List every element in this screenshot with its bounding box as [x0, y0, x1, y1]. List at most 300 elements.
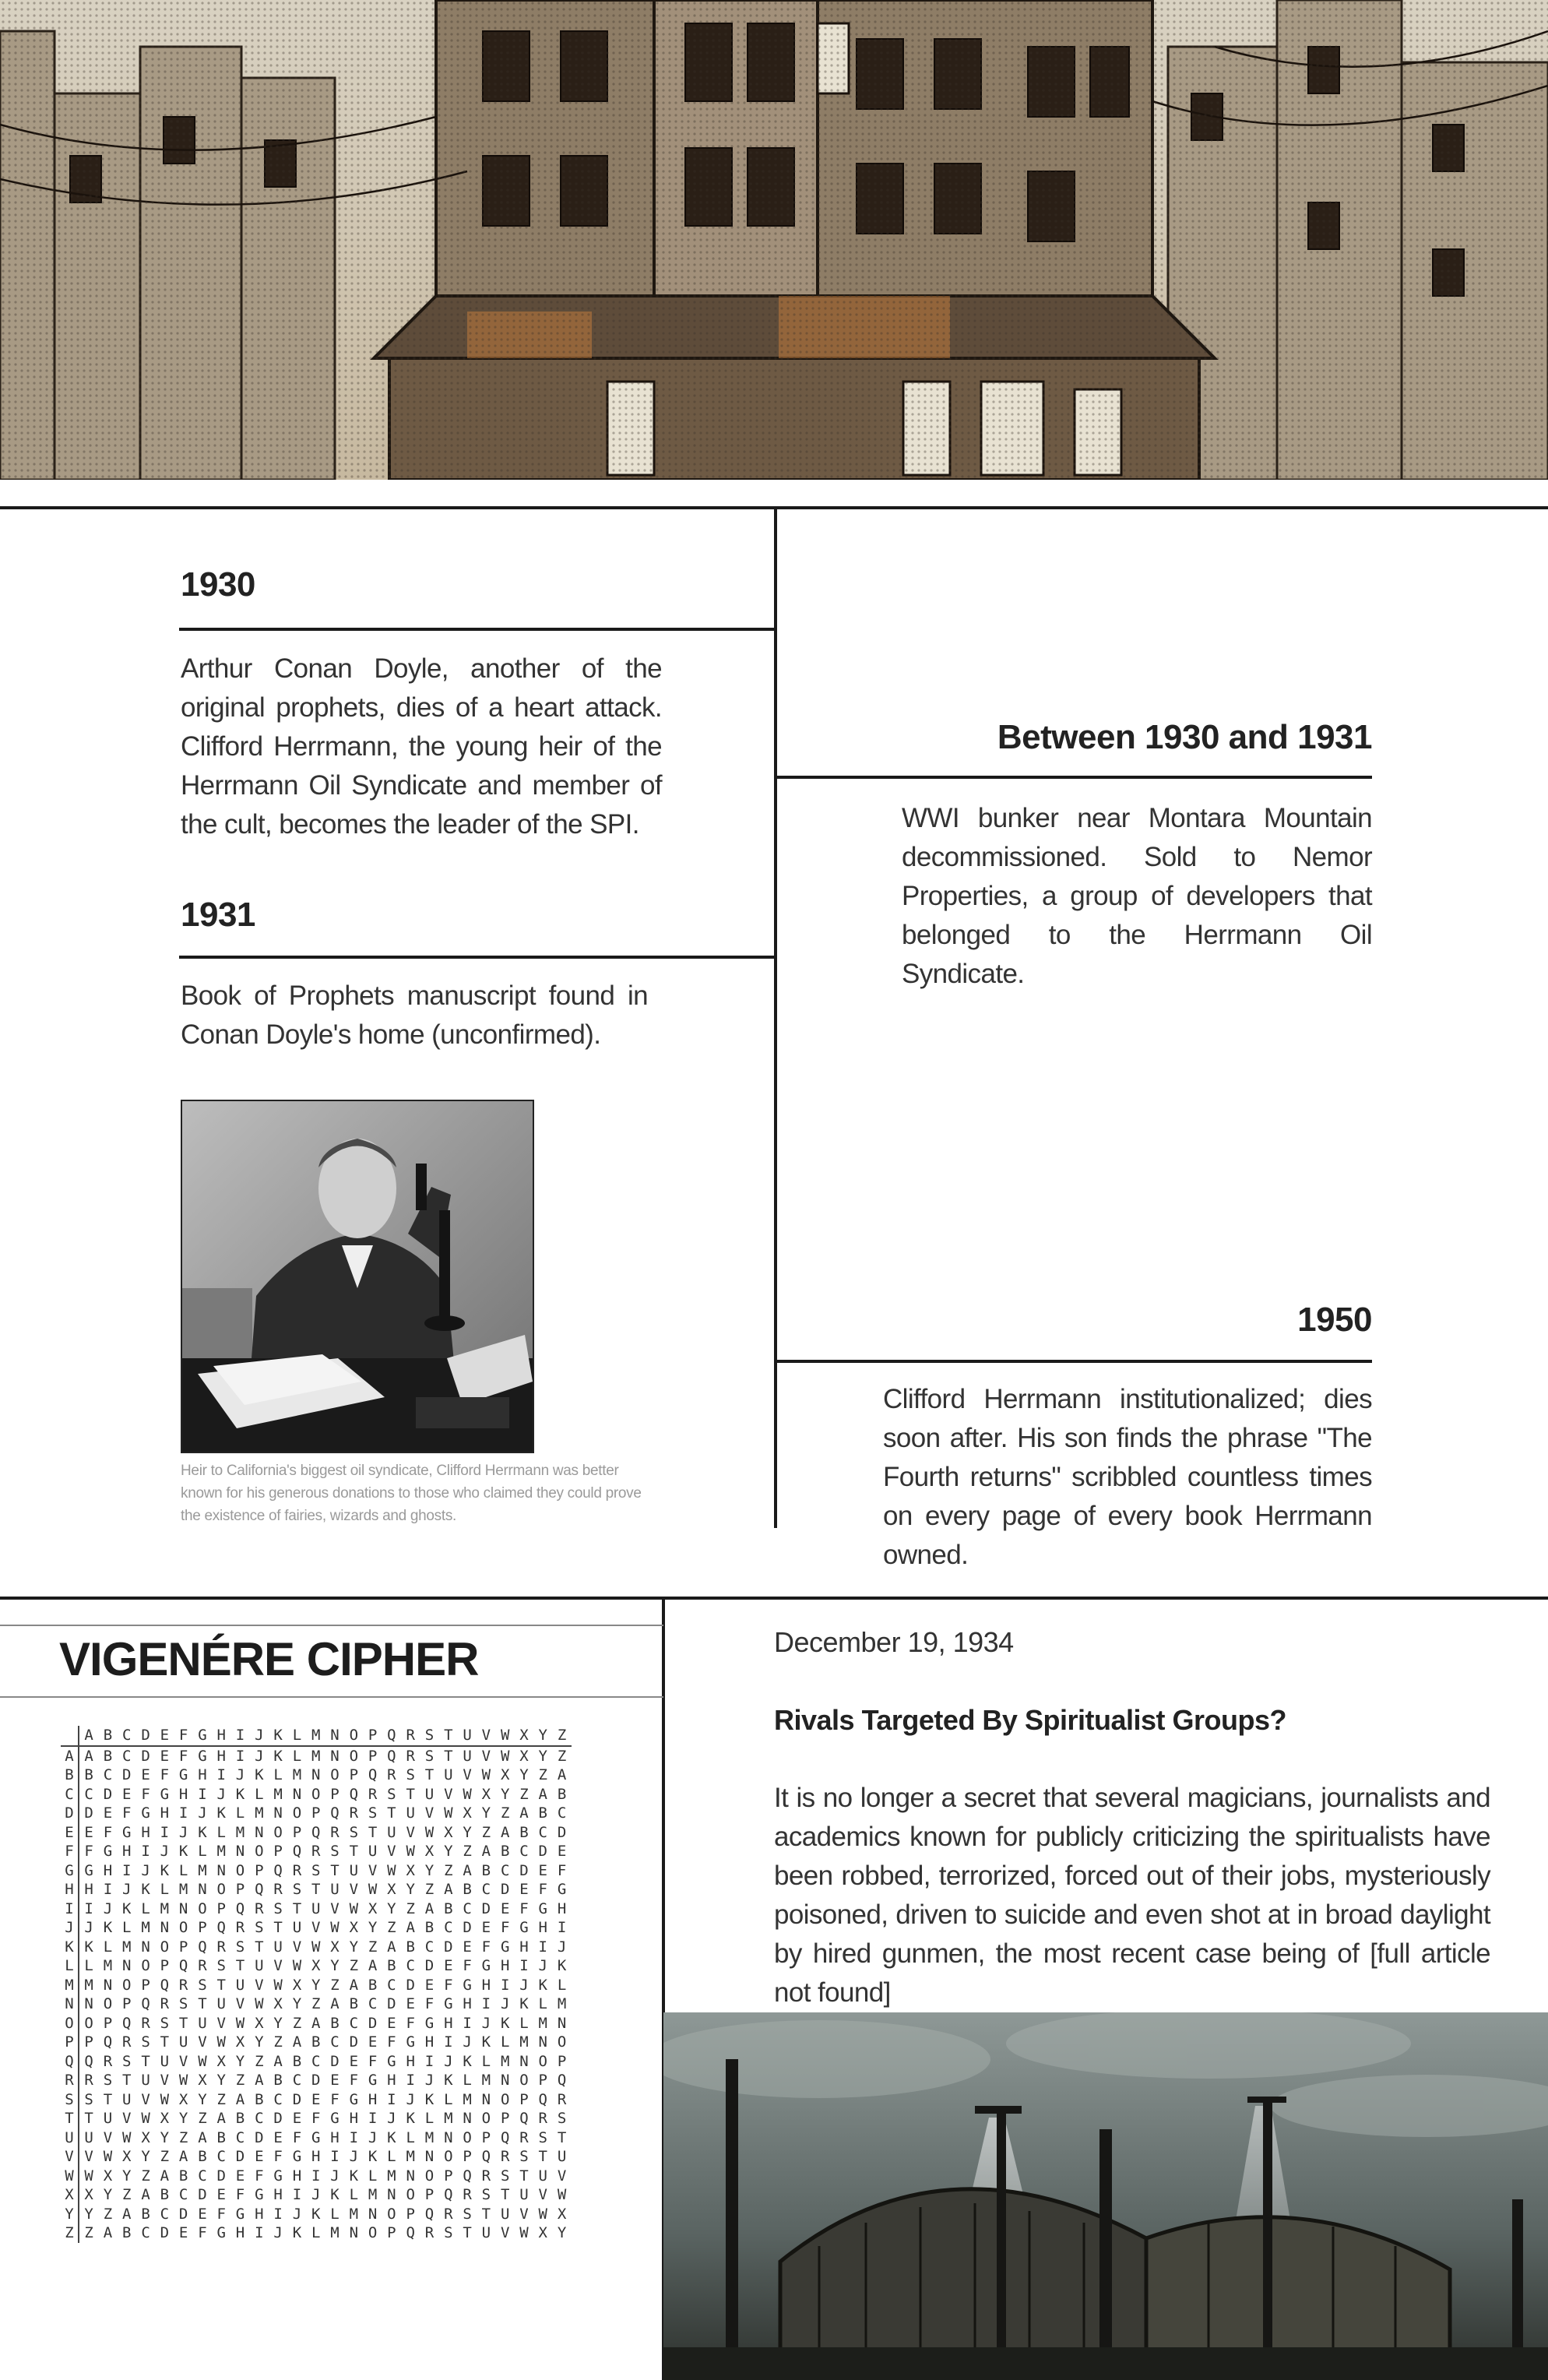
cipher-cell: T — [311, 1881, 321, 1898]
cipher-cell: G — [198, 1747, 207, 1765]
cipher-cell: X — [557, 2205, 567, 2223]
cipher-cell: V — [292, 1938, 302, 1956]
entry-1930-1931-text: WWI bunker near Montara Mountain decommissioned. Sold to Nemor Properties, a group of developers that belonged to the Herrmann Oil Syndicate. — [902, 803, 1372, 989]
cipher-cell: O — [311, 1785, 321, 1803]
cipher-cell: H — [160, 1804, 170, 1822]
cipher-cell: O — [160, 1938, 170, 1956]
cipher-cell: F — [273, 2148, 283, 2165]
cipher-cell: H — [481, 1976, 491, 1994]
cipher-cell: W — [235, 2014, 245, 2032]
cipher-cell: K — [330, 2186, 340, 2203]
cipher-cell: W — [406, 1843, 415, 1860]
cipher-cell: G — [160, 1785, 170, 1803]
cipher-cell: I — [406, 2072, 415, 2089]
cipher-cell: S — [198, 1976, 207, 1994]
cipher-cell: X — [273, 1995, 283, 2012]
cipher-cell: R — [387, 1766, 396, 1783]
cipher-cell: W — [519, 2224, 529, 2241]
article-date: December 19, 1934 — [774, 1626, 1014, 1658]
cipher-cell: I — [311, 2167, 321, 2185]
cipher-cell: R — [311, 1843, 321, 1860]
cipher-column-header: Q — [382, 1726, 401, 1746]
cipher-cell: G — [444, 1995, 453, 2012]
cipher-cell: Z — [406, 1899, 415, 1917]
cipher-cell: X — [406, 1861, 415, 1879]
cipher-cell: D — [198, 2186, 207, 2203]
cipher-cell: X — [103, 2167, 113, 2185]
cipher-column-header: S — [420, 1726, 438, 1746]
cipher-cell: W — [292, 1957, 302, 1974]
cipher-row-header: Y — [61, 2205, 79, 2224]
cipher-row-header: X — [61, 2185, 79, 2205]
cipher-cell: D — [178, 2205, 188, 2223]
cipher-cell: A — [406, 1919, 415, 1936]
cipher-cell: Y — [330, 1957, 340, 1974]
cipher-cell: M — [330, 2224, 340, 2241]
cipher-cell: Q — [311, 1823, 321, 1841]
cipher-cell: V — [538, 2186, 547, 2203]
cipher-cell: H — [463, 1995, 472, 2012]
cipher-cell: A — [557, 1766, 567, 1783]
cipher-cell: R — [122, 2033, 132, 2051]
cipher-cell: B — [235, 2110, 245, 2127]
cipher-cell: Y — [216, 2072, 226, 2089]
cipher-cell: K — [198, 1823, 207, 1841]
cipher-cell: J — [481, 2014, 491, 2032]
entry-1930-text: Arthur Conan Doyle, another of the original prophets, dies of a heart attack. Clifford Herrmann, the young heir of the Herrmann Oil Syndicate and member of the cult, becomes the leader of the SPI. — [181, 653, 662, 840]
cipher-cell: R — [463, 2186, 472, 2203]
cipher-cell: Q — [424, 2205, 434, 2223]
cipher-cell: F — [330, 2090, 340, 2108]
entry-1950-text: Clifford Herrmann institutionalized; dies soon after. His son finds the phrase "The Fourth returns" scribbled countless times on every page of every book Herrmann owned. — [883, 1384, 1372, 1570]
cipher-cell: Q — [463, 2167, 472, 2185]
cipher-cell: S — [424, 1747, 434, 1765]
cipher-cell: Z — [463, 1843, 472, 1860]
cipher-cell: D — [84, 1804, 93, 1822]
cipher-cell: P — [406, 2205, 415, 2223]
cipher-cell: D — [292, 2090, 302, 2108]
cipher-row-header: D — [61, 1804, 79, 1823]
cipher-cell: M — [463, 2090, 472, 2108]
cipher-cell: U — [538, 2167, 547, 2185]
cipher-cell: A — [178, 2148, 188, 2165]
cipher-cell: E — [178, 2224, 188, 2241]
cipher-cell: P — [216, 1899, 226, 1917]
cipher-cell: P — [349, 1766, 359, 1783]
cipher-cell: J — [311, 2186, 321, 2203]
cipher-cell: U — [368, 1843, 378, 1860]
cipher-cell: E — [444, 1957, 453, 1974]
cipher-cell: L — [538, 1995, 547, 2012]
cipher-cell: F — [519, 1899, 529, 1917]
cipher-cell: T — [292, 1899, 302, 1917]
cipher-cell: B — [178, 2167, 188, 2185]
cipher-cell: S — [444, 2224, 453, 2241]
cipher-cell: Z — [444, 1861, 453, 1879]
cipher-cell: J — [500, 1995, 510, 2012]
cipher-cell: I — [84, 1899, 93, 1917]
cipher-cell: B — [444, 1899, 453, 1917]
entry-1930-1931-rule — [776, 776, 1372, 779]
cipher-cell: C — [84, 1785, 93, 1803]
cipher-cell: K — [311, 2205, 321, 2223]
cipher-cell: C — [160, 2205, 170, 2223]
cipher-cell: L — [424, 2110, 434, 2127]
cipher-cell: F — [557, 1861, 567, 1879]
cipher-cell: X — [311, 1957, 321, 1974]
cipher-cell: R — [500, 2148, 510, 2165]
cipher-cell: J — [255, 1747, 264, 1765]
cipher-cell: S — [500, 2167, 510, 2185]
cipher-cell: Q — [406, 2224, 415, 2241]
cipher-cell: R — [368, 1785, 378, 1803]
cipher-cell: O — [103, 1995, 113, 2012]
cipher-cell: F — [500, 1919, 510, 1936]
cipher-cell: S — [178, 1995, 188, 2012]
cipher-cell: W — [424, 1823, 434, 1841]
cipher-cell: G — [273, 2167, 283, 2185]
cipher-cell: O — [292, 1804, 302, 1822]
entry-1931-year: 1931 — [181, 896, 255, 934]
cipher-cell: D — [481, 1899, 491, 1917]
cipher-cell: L — [500, 2033, 510, 2051]
cipher-cell: Z — [160, 2148, 170, 2165]
cipher-cell: Y — [387, 1899, 396, 1917]
cipher-cell: H — [122, 1843, 132, 1860]
cipher-cell: A — [349, 1976, 359, 1994]
cipher-cell: E — [349, 2052, 359, 2070]
cipher-cell: Z — [103, 2205, 113, 2223]
cipher-cell: V — [141, 2090, 150, 2108]
cipher-row-header: A — [61, 1746, 79, 1766]
cipher-cell: E — [406, 1995, 415, 2012]
cipher-cell: J — [330, 2167, 340, 2185]
cipher-cell: H — [387, 2072, 396, 2089]
cipher-cell: E — [519, 1881, 529, 1898]
cipher-cell: N — [349, 2224, 359, 2241]
cipher-cell: S — [368, 1804, 378, 1822]
cipher-cell: F — [141, 1785, 150, 1803]
cipher-cell: Z — [538, 1766, 547, 1783]
cipher-cell: A — [387, 1938, 396, 1956]
cipher-cell: V — [273, 1957, 283, 1974]
cipher-cell: N — [481, 2090, 491, 2108]
cipher-cell: X — [424, 1843, 434, 1860]
cipher-cell: B — [406, 1938, 415, 1956]
cipher-cell: E — [368, 2033, 378, 2051]
cipher-row-header: W — [61, 2167, 79, 2186]
cipher-cell: P — [538, 2072, 547, 2089]
cipher-cell: C — [463, 1899, 472, 1917]
cipher-cell: B — [519, 1823, 529, 1841]
cipher-cell: S — [84, 2090, 93, 2108]
cipher-cell: A — [141, 2186, 150, 2203]
cipher-cell: T — [463, 2224, 472, 2241]
cipher-cell: B — [122, 2224, 132, 2241]
cipher-row-header: G — [61, 1861, 79, 1881]
cipher-cell: C — [406, 1957, 415, 1974]
cipher-cell: B — [481, 1861, 491, 1879]
cipher-cell: B — [387, 1957, 396, 1974]
cipher-cell: I — [424, 2052, 434, 2070]
cipher-cell: K — [235, 1785, 245, 1803]
cipher-cell: H — [141, 1823, 150, 1841]
cipher-cell: K — [519, 1995, 529, 2012]
cipher-cell: C — [444, 1919, 453, 1936]
cipher-cell: C — [424, 1938, 434, 1956]
cipher-cell: R — [198, 1957, 207, 1974]
cipher-cell: D — [500, 1881, 510, 1898]
cipher-cell: T — [349, 1843, 359, 1860]
cipher-cell: O — [424, 2167, 434, 2185]
cipher-cell: U — [84, 2128, 93, 2146]
cipher-cell: B — [500, 1843, 510, 1860]
cipher-cell: N — [538, 2033, 547, 2051]
cipher-cell: P — [424, 2186, 434, 2203]
cipher-cell: J — [160, 1843, 170, 1860]
cipher-cell: C — [500, 1861, 510, 1879]
cipher-cell: X — [84, 2186, 93, 2203]
cipher-cell: U — [557, 2148, 567, 2165]
cipher-cell: J — [103, 1899, 113, 1917]
cipher-cell: S — [349, 1823, 359, 1841]
cipher-row — [61, 2147, 572, 2167]
cipher-cell: R — [273, 1881, 283, 1898]
cipher-row-header: I — [61, 1899, 79, 1919]
cipher-cell: M — [178, 1881, 188, 1898]
cipher-cell: P — [198, 1919, 207, 1936]
cipher-cell: M — [519, 2033, 529, 2051]
cipher-cell: V — [500, 2224, 510, 2241]
cipher-cell: W — [122, 2128, 132, 2146]
cipher-cell: M — [368, 2186, 378, 2203]
cipher-title-bottom-rule — [0, 1696, 663, 1698]
cipher-cell: T — [84, 2110, 93, 2127]
cipher-cell: P — [500, 2110, 510, 2127]
entry-1930-rule — [179, 628, 776, 631]
cipher-cell: U — [292, 1919, 302, 1936]
cipher-cell: V — [349, 1881, 359, 1898]
cipher-cell: M — [255, 1804, 264, 1822]
cipher-cell: M — [273, 1785, 283, 1803]
cipher-cell: C — [141, 2224, 150, 2241]
cipher-cell: Q — [235, 1899, 245, 1917]
cipher-cell: E — [500, 1899, 510, 1917]
cipher-cell: U — [235, 1976, 245, 1994]
cipher-cell: A — [519, 1804, 529, 1822]
cipher-cell: W — [160, 2090, 170, 2108]
cipher-row — [61, 1842, 572, 1861]
cipher-cell: Q — [330, 1804, 340, 1822]
cipher-cell: A — [424, 1899, 434, 1917]
cipher-row — [61, 1785, 572, 1804]
cipher-cell: W — [368, 1881, 378, 1898]
cipher-cell: T — [273, 1919, 283, 1936]
cipher-cell: N — [141, 1938, 150, 1956]
cipher-cell: W — [463, 1785, 472, 1803]
cipher-cell: K — [84, 1938, 93, 1956]
cipher-cell: E — [84, 1823, 93, 1841]
cipher-cell: I — [273, 2205, 283, 2223]
cipher-cell: S — [122, 2052, 132, 2070]
cipher-cell: O — [330, 1766, 340, 1783]
cipher-cell: H — [292, 2167, 302, 2185]
cipher-cell: O — [216, 1881, 226, 1898]
cipher-cell: I — [444, 2033, 453, 2051]
cipher-cell: U — [519, 2186, 529, 2203]
cipher-cell: J — [235, 1766, 245, 1783]
cipher-cell: Y — [406, 1881, 415, 1898]
cipher-cell: C — [235, 2128, 245, 2146]
cipher-cell: A — [273, 2052, 283, 2070]
cipher-cell: Z — [368, 1938, 378, 1956]
cipher-cell: A — [463, 1861, 472, 1879]
cipher-cell: N — [235, 1843, 245, 1860]
cipher-cell: C — [538, 1823, 547, 1841]
cipher-cell: S — [292, 1881, 302, 1898]
cipher-cell: Q — [349, 1785, 359, 1803]
cipher-cell: R — [216, 1938, 226, 1956]
cipher-cell: G — [122, 1823, 132, 1841]
cipher-cell: O — [481, 2110, 491, 2127]
cipher-column-header: D — [136, 1726, 155, 1746]
cipher-cell: T — [538, 2148, 547, 2165]
cipher-cell: V — [160, 2072, 170, 2089]
cipher-cell: F — [178, 1747, 188, 1765]
cipher-cell: Z — [557, 1747, 567, 1765]
cipher-cell: G — [387, 2052, 396, 2070]
cipher-cell: D — [103, 1785, 113, 1803]
cipher-cell: U — [141, 2072, 150, 2089]
cipher-cell: J — [519, 1976, 529, 1994]
cipher-cell: G — [141, 1804, 150, 1822]
cipher-cell: I — [519, 1957, 529, 1974]
cipher-cell: L — [178, 1861, 188, 1879]
cipher-header-row — [61, 1726, 572, 1746]
cipher-cell: G — [349, 2090, 359, 2108]
article-headline: Rivals Targeted By Spiritualist Groups? — [774, 1704, 1286, 1736]
cipher-cell: B — [463, 1881, 472, 1898]
cipher-row — [61, 1956, 572, 1976]
cipher-cell: U — [273, 1938, 283, 1956]
cipher-cell: W — [255, 1995, 264, 2012]
cipher-cell: N — [500, 2072, 510, 2089]
cipher-row — [61, 2167, 572, 2186]
cipher-cell: V — [103, 2128, 113, 2146]
cipher-cell: U — [481, 2224, 491, 2241]
cipher-row — [61, 2071, 572, 2090]
clifford-herrmann-photo — [181, 1100, 534, 1453]
entry-1931-text: Book of Prophets manuscript found in Conan Doyle's home (unconfirmed). — [181, 981, 648, 1050]
article-body: It is no longer a secret that several magicians, journalists and academics known for publicly criticizing the spiritualists have been robbed, terrorized, forced out of their jobs, mysteriously poisoned, driven to suicide and even shot at in broad daylight by hired gunmen, the most recent case being of [full article not found] — [774, 1783, 1490, 2008]
cipher-cell: I — [557, 1919, 567, 1936]
cipher-cell: M — [424, 2128, 434, 2146]
cipher-cell: V — [387, 1843, 396, 1860]
cipher-cell: O — [198, 1899, 207, 1917]
cipher-cell: O — [444, 2148, 453, 2165]
cipher-cell: L — [103, 1938, 113, 1956]
cipher-cell: P — [273, 1843, 283, 1860]
entry-1950-year: 1950 — [1297, 1301, 1372, 1339]
cipher-cell: F — [122, 1804, 132, 1822]
cipher-cell: T — [444, 1747, 453, 1765]
cipher-cell: X — [444, 1823, 453, 1841]
cipher-cell: V — [235, 1995, 245, 2012]
cipher-cell: Q — [255, 1881, 264, 1898]
city-street-illustration — [0, 0, 1548, 480]
cipher-cell: D — [122, 1766, 132, 1783]
cipher-cell: D — [311, 2072, 321, 2089]
cipher-cell: V — [198, 2033, 207, 2051]
cipher-cell: X — [481, 1785, 491, 1803]
cipher-cell: P — [84, 2033, 93, 2051]
cipher-cell: P — [235, 1881, 245, 1898]
cipher-cell: O — [463, 2128, 472, 2146]
cipher-cell: J — [198, 1804, 207, 1822]
cipher-cell: W — [84, 2167, 93, 2185]
cipher-row-header: Z — [61, 2223, 79, 2243]
cipher-cell: N — [557, 2014, 567, 2032]
cipher-column-header: E — [155, 1726, 174, 1746]
cipher-cell: Z — [216, 2090, 226, 2108]
cipher-cell: M — [311, 1747, 321, 1765]
cipher-cell: T — [216, 1976, 226, 1994]
cipher-cell: Q — [141, 1995, 150, 2012]
cipher-cell: G — [178, 1766, 188, 1783]
cipher-cell: B — [424, 1919, 434, 1936]
cipher-cell: M — [160, 1899, 170, 1917]
cipher-cell: M — [500, 2052, 510, 2070]
cipher-row — [61, 2052, 572, 2072]
cipher-cell: P — [311, 1804, 321, 1822]
cipher-cell: I — [368, 2110, 378, 2127]
cipher-row — [61, 2090, 572, 2110]
cipher-cell: L — [216, 1823, 226, 1841]
cipher-cell: D — [387, 1995, 396, 2012]
cipher-cell: J — [387, 2110, 396, 2127]
cipher-cell: N — [406, 2167, 415, 2185]
cipher-column-header: A — [79, 1726, 98, 1746]
cipher-cell: O — [255, 1843, 264, 1860]
cipher-cell: B — [292, 2052, 302, 2070]
cipher-cell: G — [330, 2110, 340, 2127]
cipher-cell: N — [255, 1823, 264, 1841]
cipher-cell: P — [160, 1957, 170, 1974]
cipher-cell: H — [235, 2224, 245, 2241]
cipher-cell: Y — [255, 2033, 264, 2051]
cipher-cell: B — [538, 1804, 547, 1822]
cipher-cell: Q — [538, 2090, 547, 2108]
cipher-cell: A — [160, 2167, 170, 2185]
cipher-cell: Z — [330, 1976, 340, 1994]
cipher-cell: D — [557, 1823, 567, 1841]
cipher-title-top-rule — [0, 1625, 663, 1626]
cipher-cell: Q — [178, 1957, 188, 1974]
cipher-cell: M — [349, 2205, 359, 2223]
cipher-cell: P — [463, 2148, 472, 2165]
cipher-cell: D — [160, 2224, 170, 2241]
cipher-cell: Z — [178, 2128, 188, 2146]
cipher-cell: S — [141, 2033, 150, 2051]
cipher-cell: P — [122, 1995, 132, 2012]
cipher-cell: P — [481, 2128, 491, 2146]
cipher-cell: L — [160, 1881, 170, 1898]
cipher-cell: M — [292, 1766, 302, 1783]
cipher-cell: A — [368, 1957, 378, 1974]
cipher-cell: I — [330, 2148, 340, 2165]
cipher-cell: A — [103, 2224, 113, 2241]
cipher-cell: Y — [273, 2014, 283, 2032]
